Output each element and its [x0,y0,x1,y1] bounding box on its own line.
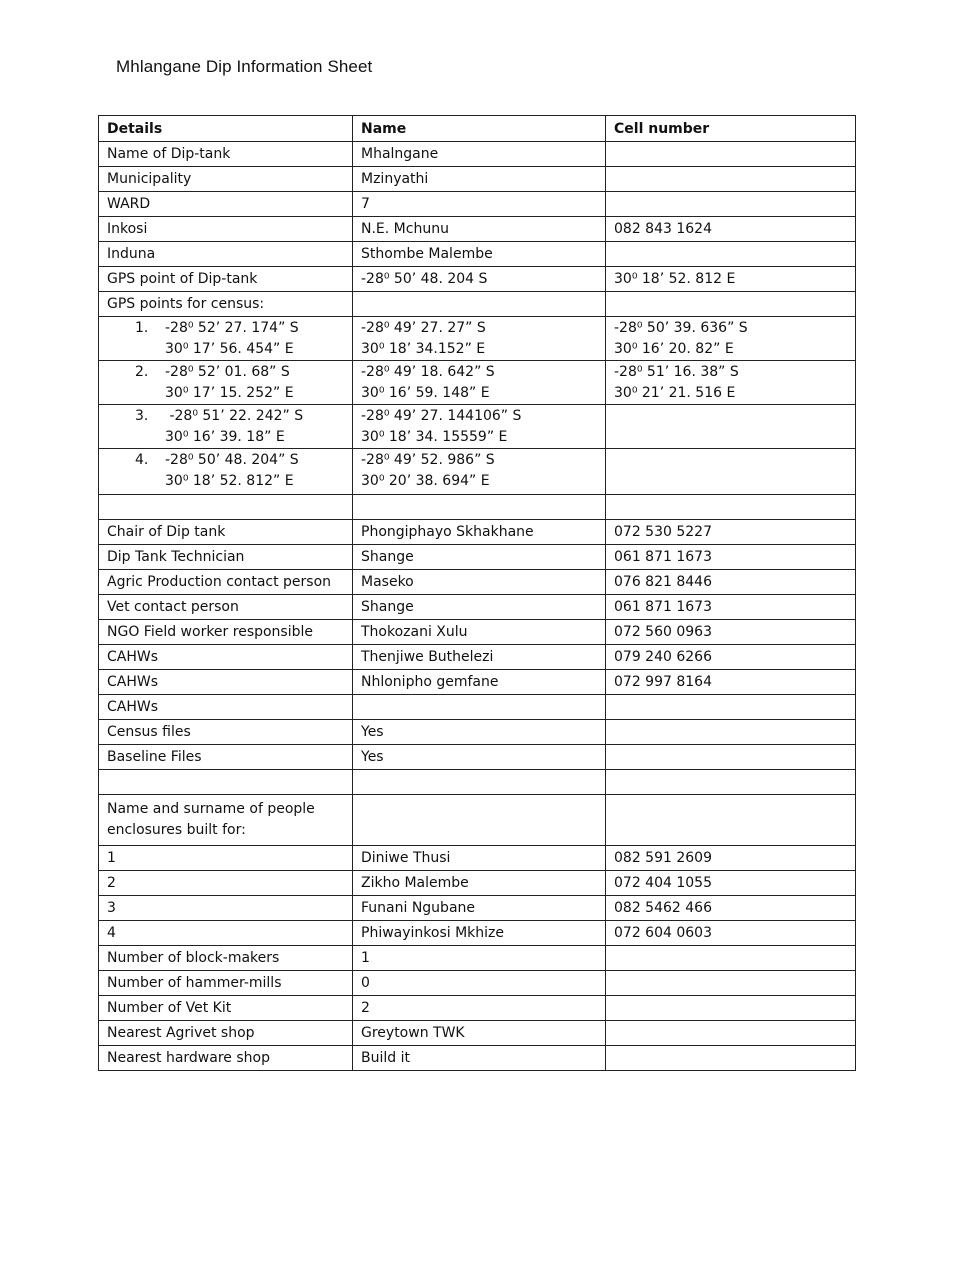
cell-cell-number: 079 240 6266 [606,645,856,670]
enclosures-label: Name and surname of people enclosures built for: [99,795,353,846]
census-point-number: 4. [135,452,149,468]
census-cell-cell-number [606,317,856,361]
cell-cell-number [606,971,856,996]
cell-cell-number: 082 843 1624 [606,217,856,242]
census-cell-name [353,317,606,361]
table-row [99,167,856,192]
census-coordinate: 30⁰ 21’ 21. 516 E [614,385,736,401]
cell-details: Nearest hardware shop [99,1046,353,1071]
cell-name: Thokozani Xulu [353,620,606,645]
cell-details: Number of hammer-mills [99,971,353,996]
empty-cell [353,795,606,846]
cell-cell-number: 072 560 0963 [606,620,856,645]
census-coordinate: -28⁰ 50’ 39. 636” S [614,320,748,336]
cell-name: Phongiphayo Skhakhane [353,520,606,545]
cell-details: Name of Dip-tank [99,142,353,167]
cell-cell-number [606,770,856,795]
census-cell-details [99,361,353,405]
cell-cell-number [606,996,856,1021]
header-row [99,116,856,142]
cell-details: Inkosi [99,217,353,242]
census-coordinate: 30⁰ 16’ 20. 82” E [614,341,734,357]
cell-details: Baseline Files [99,745,353,770]
census-point-row [99,361,856,405]
cell-details: Number of block-makers [99,946,353,971]
cell-name: Diniwe Thusi [353,846,606,871]
census-point-number: 1. [135,320,149,336]
census-cell-cell-number [606,449,856,495]
table-row [99,846,856,871]
census-cell-name [353,449,606,495]
census-coordinate: 30⁰ 18’ 34. 15559” E [361,429,508,445]
cell-name: Nhlonipho gemfane [353,670,606,695]
page-title: Mhlangane Dip Information Sheet [116,57,373,76]
table-row [99,1046,856,1071]
cell-cell-number: 082 591 2609 [606,846,856,871]
cell-name: Thenjiwe Buthelezi [353,645,606,670]
cell-name: Sthombe Malembe [353,242,606,267]
cell-details [99,770,353,795]
cell-cell-number: 072 404 1055 [606,871,856,896]
cell-details: WARD [99,192,353,217]
table-row [99,142,856,167]
census-coordinate-text: -28⁰ 50’ 48. 204” S [165,452,299,468]
census-coordinate: 30⁰ 16’ 59. 148” E [361,385,490,401]
cell-name: Funani Ngubane [353,896,606,921]
cell-name [353,292,606,317]
census-coordinate [107,362,352,383]
census-coordinate [107,450,352,471]
census-point-number: 2. [135,364,149,380]
census-coordinate-text: -28⁰ 52’ 27. 174” S [165,320,299,336]
cell-cell-number [606,946,856,971]
census-cell-name [353,361,606,405]
census-point-row [99,405,856,449]
table-row [99,921,856,946]
table-row [99,242,856,267]
cell-details: Nearest Agrivet shop [99,1021,353,1046]
table-row [99,645,856,670]
cell-details: Census files [99,720,353,745]
table-row [99,292,856,317]
census-coordinate: 30⁰ 20’ 38. 694” E [361,473,490,489]
enclosures-heading-row [99,795,856,846]
cell-cell-number [606,720,856,745]
cell-name [353,695,606,720]
cell-cell-number [606,142,856,167]
cell-cell-number [606,292,856,317]
cell-name: Mzinyathi [353,167,606,192]
header-details: Details [99,116,353,142]
cell-details: Dip Tank Technician [99,545,353,570]
cell-cell-number [606,167,856,192]
cell-name: Yes [353,720,606,745]
table-row [99,670,856,695]
cell-name: Maseko [353,570,606,595]
table-row [99,267,856,292]
census-cell-cell-number [606,405,856,449]
cell-cell-number: 072 604 0603 [606,921,856,946]
census-cell-cell-number [606,361,856,405]
census-coordinate: 30⁰ 16’ 39. 18” E [165,429,285,445]
cell-details [99,495,353,520]
cell-name: N.E. Mchunu [353,217,606,242]
cell-name: Build it [353,1046,606,1071]
cell-details: CAHWs [99,695,353,720]
cell-details: Number of Vet Kit [99,996,353,1021]
cell-name: Yes [353,745,606,770]
cell-details: 3 [99,896,353,921]
table-row [99,595,856,620]
census-cell-name [353,405,606,449]
cell-name: 2 [353,996,606,1021]
cell-details: Vet contact person [99,595,353,620]
census-cell-details [99,449,353,495]
cell-cell-number: 072 530 5227 [606,520,856,545]
cell-details: Agric Production contact person [99,570,353,595]
cell-name: 1 [353,946,606,971]
census-coordinate: 30⁰ 18’ 52. 812” E [165,473,294,489]
table-row [99,495,856,520]
cell-cell-number [606,695,856,720]
cell-name [353,495,606,520]
cell-cell-number [606,192,856,217]
census-point-row [99,317,856,361]
table-row [99,520,856,545]
cell-cell-number: 061 871 1673 [606,545,856,570]
cell-name: 0 [353,971,606,996]
header-cell-number: Cell number [606,116,856,142]
cell-cell-number: 30⁰ 18’ 52. 812 E [606,267,856,292]
cell-details: Municipality [99,167,353,192]
census-point-row [99,449,856,495]
cell-details: 4 [99,921,353,946]
table-row [99,770,856,795]
census-coordinate: -28⁰ 51’ 16. 38” S [614,364,739,380]
cell-name: Zikho Malembe [353,871,606,896]
census-coordinate: -28⁰ 49’ 27. 144106” S [361,408,522,424]
table-row [99,695,856,720]
census-cell-details [99,317,353,361]
cell-details: CAHWs [99,645,353,670]
cell-cell-number [606,242,856,267]
census-point-number: 3. [135,408,149,424]
dip-info-table-body [99,116,856,1071]
table-row [99,996,856,1021]
table-row [99,620,856,645]
table-row [99,1021,856,1046]
census-coordinate: -28⁰ 49’ 52. 986” S [361,452,495,468]
cell-details: 2 [99,871,353,896]
table-row [99,971,856,996]
cell-cell-number [606,495,856,520]
cell-name: -28⁰ 50’ 48. 204 S [353,267,606,292]
cell-name [353,770,606,795]
census-coordinate: 30⁰ 17’ 56. 454” E [165,341,294,357]
cell-cell-number: 076 821 8446 [606,570,856,595]
census-coordinate [107,318,352,339]
cell-details: GPS point of Dip-tank [99,267,353,292]
cell-details: Chair of Dip tank [99,520,353,545]
census-coordinate: -28⁰ 49’ 27. 27” S [361,320,486,336]
cell-cell-number [606,745,856,770]
cell-cell-number: 061 871 1673 [606,595,856,620]
table-row [99,896,856,921]
empty-cell [606,795,856,846]
cell-cell-number [606,1021,856,1046]
table-row [99,720,856,745]
cell-details: NGO Field worker responsible [99,620,353,645]
cell-cell-number: 072 997 8164 [606,670,856,695]
table-row [99,570,856,595]
table-row [99,217,856,242]
cell-cell-number [606,1046,856,1071]
cell-details: GPS points for census: [99,292,353,317]
census-coordinate: 30⁰ 18’ 34.152” E [361,341,486,357]
cell-name: Mhalngane [353,142,606,167]
table-row [99,871,856,896]
table-row [99,192,856,217]
census-coordinate: 30⁰ 17’ 15. 252” E [165,385,294,401]
census-coordinate-text: -28⁰ 52’ 01. 68” S [165,364,290,380]
census-coordinate: -28⁰ 49’ 18. 642” S [361,364,495,380]
census-coordinate [107,406,352,427]
census-coordinate-text: -28⁰ 51’ 22. 242” S [165,408,304,424]
cell-details: CAHWs [99,670,353,695]
cell-name: Phiwayinkosi Mkhize [353,921,606,946]
cell-name: Greytown TWK [353,1021,606,1046]
cell-name: 7 [353,192,606,217]
table-row [99,745,856,770]
cell-details: 1 [99,846,353,871]
census-cell-details [99,405,353,449]
cell-details: Induna [99,242,353,267]
cell-name: Shange [353,545,606,570]
table-row [99,545,856,570]
header-name: Name [353,116,606,142]
table-row [99,946,856,971]
cell-cell-number: 082 5462 466 [606,896,856,921]
cell-name: Shange [353,595,606,620]
dip-info-table [98,115,856,1071]
